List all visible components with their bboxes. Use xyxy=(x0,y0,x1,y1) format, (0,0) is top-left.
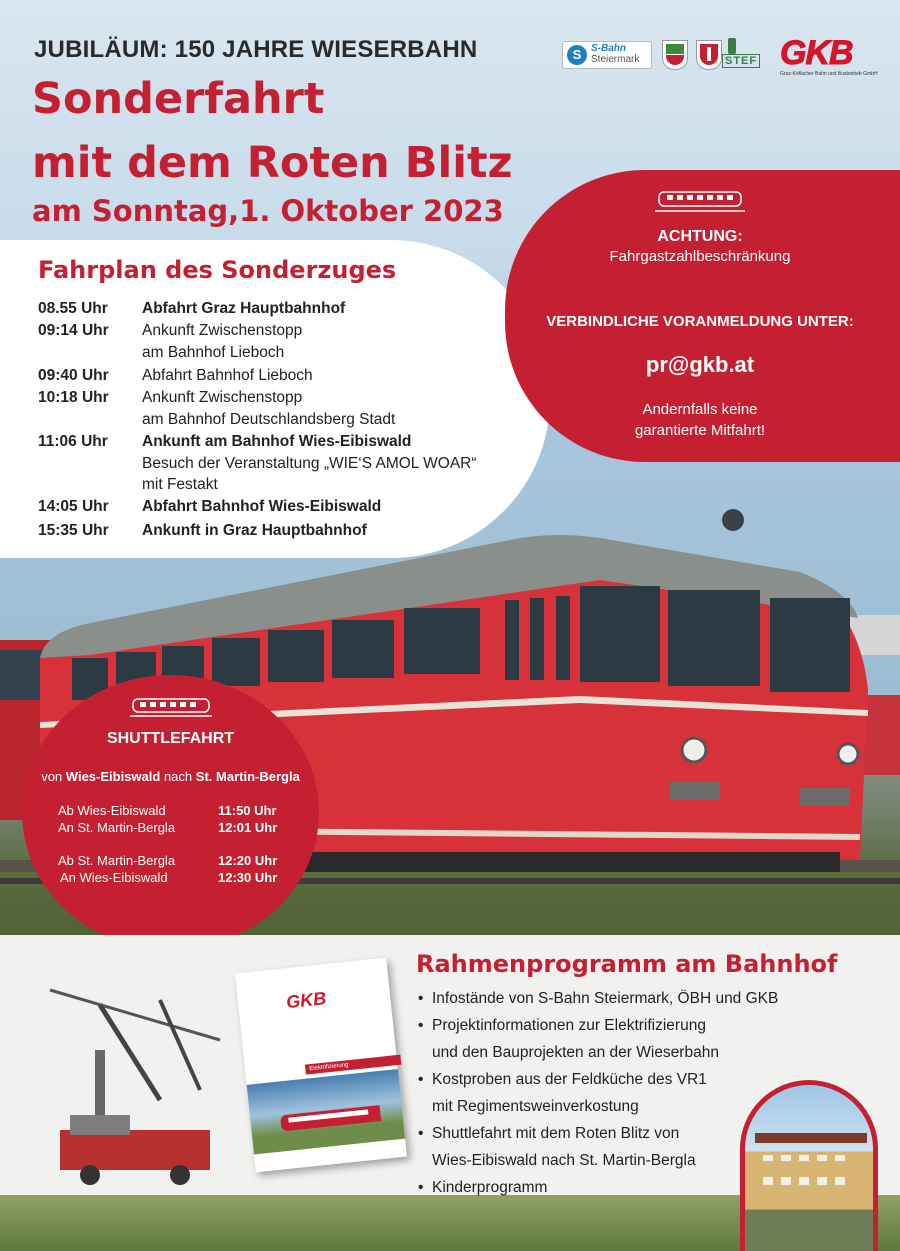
station-windows xyxy=(763,1177,853,1185)
timetable-desc: Abfahrt Graz Hauptbahnhof xyxy=(142,300,346,317)
timetable-desc-cont: am Bahnhof Lieboch xyxy=(142,344,285,361)
sbahn-steiermark-logo xyxy=(562,41,652,69)
shuttle-panel xyxy=(22,675,319,950)
bullet-icon: • xyxy=(418,1125,424,1142)
timetable-desc: Ankunft Zwischenstopp xyxy=(142,322,303,339)
shuttle-time: 12:20 Uhr xyxy=(218,853,278,868)
timetable-time: 09:40 Uhr xyxy=(38,367,109,384)
train-icon xyxy=(130,695,212,719)
bullet-icon: • xyxy=(418,1017,424,1034)
brochure-photo xyxy=(247,1069,405,1155)
program-item-continued xyxy=(418,1150,696,1172)
station-photo xyxy=(745,1085,873,1251)
timetable-desc: Ankunft in Graz Hauptbahnhof xyxy=(142,522,367,539)
brochure-gkb-logo: GKB xyxy=(285,988,328,1013)
program-item-text: Kostproben aus der Feldküche des VR1 xyxy=(432,1071,707,1088)
shuttle-route-mid: nach xyxy=(163,769,193,784)
program-item xyxy=(418,1069,707,1091)
program-item xyxy=(418,988,778,1010)
notice-disclaimer-1: Andernfalls keine xyxy=(642,401,758,418)
notice-email-link[interactable]: pr@gkb.at xyxy=(645,352,755,377)
event-date: am Sonntag,1. Oktober 2023 xyxy=(32,194,504,228)
bullet-icon: • xyxy=(418,1071,424,1088)
notice-disclaimer-2: garantierte Mitfahrt! xyxy=(634,422,766,439)
program-item-text: Infostände von S-Bahn Steiermark, ÖBH und GKB xyxy=(432,990,779,1007)
registration-notice xyxy=(505,170,900,462)
timetable-title: Fahrplan des Sonderzuges xyxy=(38,256,397,284)
coat-of-arms-2-icon xyxy=(696,40,722,70)
sbahn-logo-line-1: S-Bahn xyxy=(591,43,626,54)
stef-logo xyxy=(722,38,762,70)
catenary-construction-illustration xyxy=(40,980,240,1200)
timetable-time: 15:35 Uhr xyxy=(38,522,109,539)
sbahn-logo-line-2: Steiermark xyxy=(591,54,640,65)
program-item xyxy=(418,1015,706,1037)
shuttle-stop: Ab St. Martin-Bergla xyxy=(58,853,176,868)
timetable-time: 14:05 Uhr xyxy=(38,498,109,515)
shuttle-stop: An Wies-Eibiswald xyxy=(60,870,168,885)
shuttle-stop: Ab Wies-Eibiswald xyxy=(58,803,166,818)
shuttle-title: SHUTTLEFAHRT xyxy=(106,730,235,747)
jubilee-kicker: JUBILÄUM: 150 JAHRE WIESERBAHN xyxy=(34,36,478,63)
coat-of-arms-1-icon xyxy=(662,40,688,70)
notice-capacity: Fahrgastzahlbeschränkung xyxy=(609,248,791,265)
page-title-line-2: mit dem Roten Blitz xyxy=(32,138,513,188)
electrification-brochure xyxy=(235,958,407,1173)
program-title: Rahmenprogramm am Bahnhof xyxy=(416,950,838,978)
timetable-desc-cont: mit Festakt xyxy=(142,476,218,493)
train-icon xyxy=(655,188,745,214)
timetable-time: 09:14 Uhr xyxy=(38,322,109,339)
program-item-text: Projektinformationen zur Elektrifizierung xyxy=(432,1017,706,1034)
shuttle-time: 12:30 Uhr xyxy=(218,870,278,885)
station-roof xyxy=(755,1133,867,1143)
program-item xyxy=(418,1177,547,1199)
timetable-time: 08.55 Uhr xyxy=(38,300,108,317)
shuttle-time: 11:50 Uhr xyxy=(218,803,277,818)
timetable-desc: Abfahrt Bahnhof Lieboch xyxy=(142,367,313,384)
shuttle-route-from: Wies-Eibiswald xyxy=(65,769,161,784)
bullet-icon: • xyxy=(418,990,424,1007)
sbahn-s-icon: S xyxy=(567,45,587,65)
stef-logo-text: STEF xyxy=(722,54,760,68)
notice-heading: ACHTUNG: xyxy=(657,228,743,245)
shuttle-route-to: St. Martin-Bergla xyxy=(195,769,300,784)
timetable-desc: Ankunft Zwischenstopp xyxy=(142,389,303,406)
program-item-text: Wies-Eibiswald nach St. Martin-Bergla xyxy=(432,1152,696,1169)
shuttle-time: 12:01 Uhr xyxy=(218,820,278,835)
timetable-desc-cont: am Bahnhof Deutschlandsberg Stadt xyxy=(142,411,396,428)
shuttle-route xyxy=(22,769,319,784)
stef-tree-icon xyxy=(728,38,736,54)
bullet-icon: • xyxy=(418,1179,424,1196)
gkb-logo: GKB xyxy=(780,34,853,72)
brochure-heading: Elektrifizierung xyxy=(305,1055,402,1075)
timetable-desc: Abfahrt Bahnhof Wies-Eibiswald xyxy=(142,498,382,515)
notice-preregistration: VERBINDLICHE VORANMELDUNG UNTER: xyxy=(546,313,854,330)
timetable-desc-cont: Besuch der Veranstaltung „WIE‘S AMOL WOAR“ xyxy=(142,455,477,472)
program-item-continued xyxy=(418,1096,639,1118)
program-item-text: mit Regimentsweinverkostung xyxy=(432,1098,639,1115)
timetable-time: 10:18 Uhr xyxy=(38,389,109,406)
program-item-text: und den Bauprojekten an der Wieserbahn xyxy=(432,1044,719,1061)
shuttle-stop: An St. Martin-Bergla xyxy=(58,820,176,835)
page-title-line-1: Sonderfahrt xyxy=(32,74,325,124)
station-windows xyxy=(763,1155,853,1161)
program-item-text: Shuttlefahrt mit dem Roten Blitz von xyxy=(432,1125,680,1142)
shuttle-route-prefix: von xyxy=(41,769,63,784)
program-item-continued xyxy=(418,1042,719,1064)
timetable-desc: Ankunft am Bahnhof Wies-Eibiswald xyxy=(142,433,412,450)
program-item-text: Kinderprogramm xyxy=(432,1179,548,1196)
timetable-time: 11:06 Uhr xyxy=(38,433,108,450)
gkb-logo-subtitle: Graz-Köflacher Bahn und Busbetrieb GmbH xyxy=(780,71,878,77)
program-item xyxy=(418,1123,679,1145)
